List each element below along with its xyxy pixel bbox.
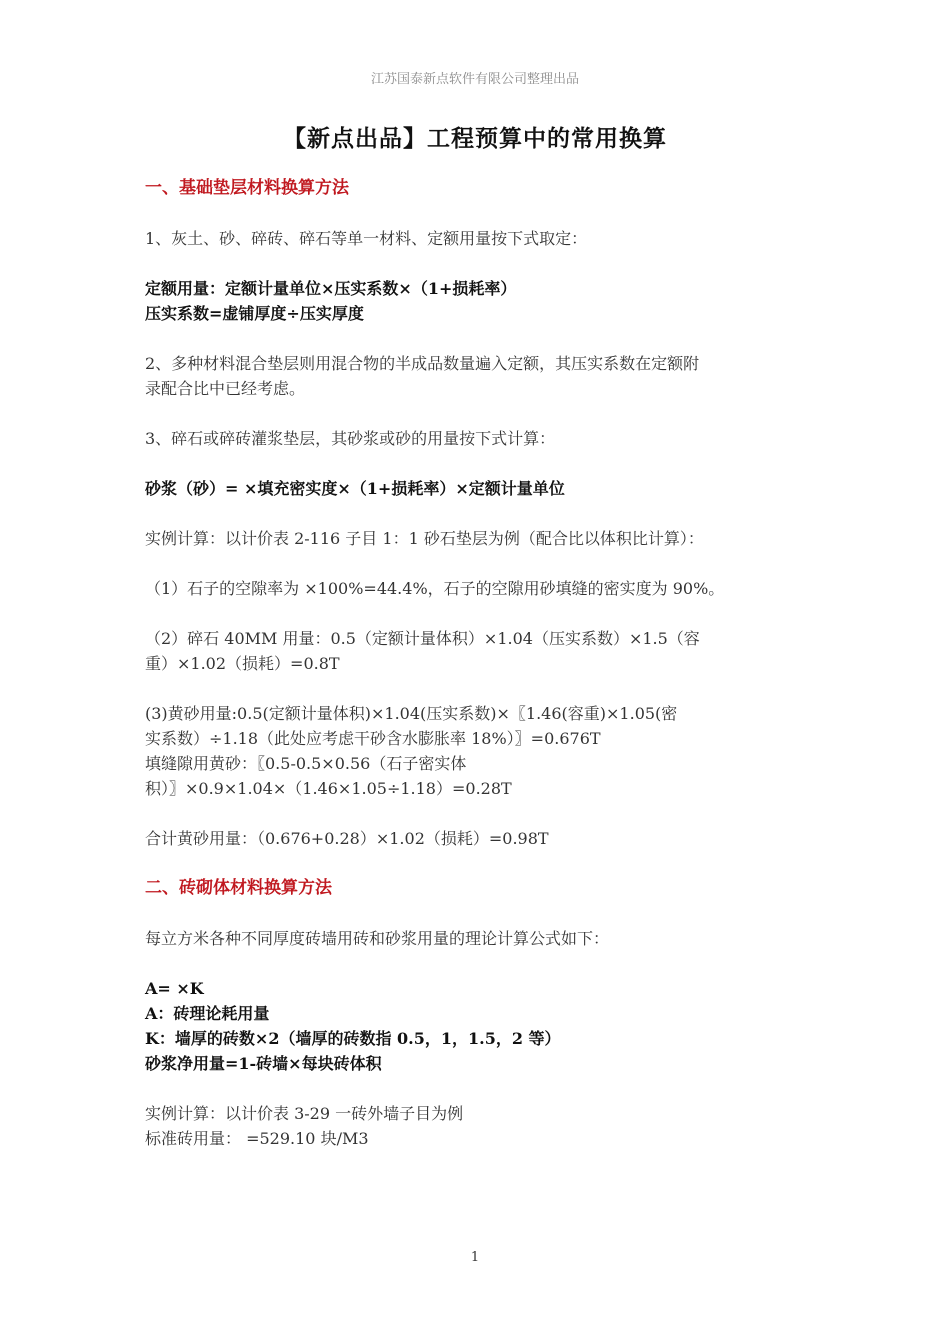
paragraph-3: 3、碎石或碎砖灌浆垫层，其砂浆或砂的用量按下式计算： <box>145 429 556 448</box>
example-step-3-line-1: (3)黄砂用量:0.5(定额计量体积)×1.04(压实系数)×〖1.46(容重)×1.05(密 <box>145 704 678 723</box>
formula-k-definition: K：墙厚的砖数×2（墙厚的砖数指 0.5，1，1.5，2 等） <box>145 1029 561 1048</box>
paragraph-2-line-2: 录配合比中已经考虑。 <box>145 379 306 398</box>
formula-a-definition: A：砖理论耗用量 <box>145 1004 270 1023</box>
brick-standard-usage: 标准砖用量： =529.10 块/M3 <box>145 1129 369 1148</box>
formula-compaction-factor: 压实系数=虚铺厚度÷压实厚度 <box>145 304 364 323</box>
paragraph-2-line-1: 2、多种材料混合垫层则用混合物的半成品数量遍入定额，其压实系数在定额附 <box>145 354 700 373</box>
example-intro: 实例计算：以计价表 2-116 子目 1：1 砂石垫层为例（配合比以体积比计算）： <box>145 529 704 548</box>
example-total: 合计黄砂用量：（0.676+0.28）×1.02（损耗）=0.98T <box>145 829 549 848</box>
example-step-1: （1）石子的空隙率为 ×100%=44.4%，石子的空隙用砂填缝的密实度为 90%。 <box>145 579 725 598</box>
document-title: 【新点出品】工程预算中的常用换算 <box>283 125 667 152</box>
section-heading-1: 一、基础垫层材料换算方法 <box>145 178 349 198</box>
formula-quota-usage: 定额用量：定额计量单位×压实系数×（1+损耗率） <box>145 279 517 298</box>
document-body <box>145 176 815 1151</box>
page-number: 1 <box>470 1250 480 1265</box>
formula-mortar-net: 砂浆净用量=1-砖墙×每块砖体积 <box>145 1054 382 1073</box>
example-step-2-line-1: （2）碎石 40MM 用量：0.5（定额计量体积）×1.04（压实系数）×1.5（容 <box>145 629 700 648</box>
section-heading-2: 二、砖砌体材料换算方法 <box>145 878 332 898</box>
paragraph-1: 1、灰土、砂、碎砖、碎石等单一材料、定额用量按下式取定： <box>145 229 588 248</box>
formula-mortar: 砂浆（砂）= ×填充密实度×（1+损耗率）×定额计量单位 <box>145 479 565 498</box>
example-step-3-line-3: 填缝隙用黄砂：〖0.5-0.5×0.56（石子密实体 <box>145 754 467 773</box>
paragraph-brick-intro: 每立方米各种不同厚度砖墙用砖和砂浆用量的理论计算公式如下： <box>145 929 610 948</box>
brick-example-intro: 实例计算：以计价表 3-29 一砖外墙子目为例 <box>145 1104 464 1123</box>
page-header: 江苏国泰新点软件有限公司整理出品 <box>370 72 579 87</box>
example-step-3-line-4: 积）〗×0.9×1.04×（1.46×1.05÷1.18）=0.28T <box>145 779 512 798</box>
example-step-2-line-2: 重）×1.02（损耗）=0.8T <box>145 654 340 673</box>
formula-a: A= ×K <box>145 979 204 998</box>
example-step-3-line-2: 实系数）÷1.18（此处应考虑干砂含水膨胀率 18%）〗=0.676T <box>145 729 601 748</box>
